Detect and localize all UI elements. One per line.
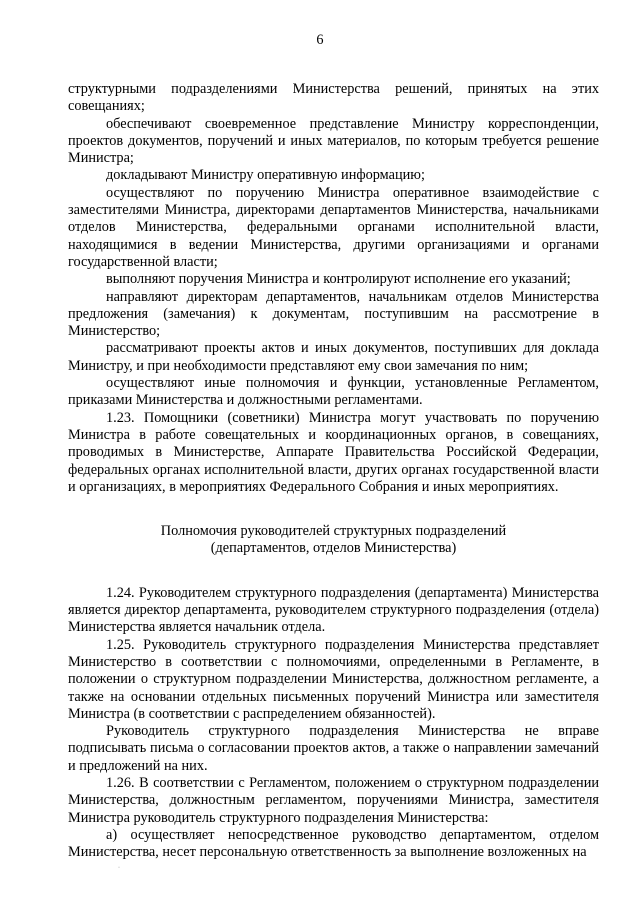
section-heading-line2: (департаментов, отделов Министерства) bbox=[210, 540, 457, 557]
paragraph: структурными подразделениями Министерства решений, принятых на этих совещаниях; bbox=[68, 81, 599, 115]
paragraph: выполняют поручения Министра и контролируют исполнение его указаний; bbox=[106, 271, 571, 288]
document-body bbox=[68, 81, 599, 861]
paragraph: Руководитель структурного подразделения Министерства не вправе подписывать письма о согласовании проектов актов, а также о направлении замечаний и предложений на них. bbox=[68, 723, 599, 774]
page-number: 6 bbox=[316, 32, 324, 48]
paragraph: 1.23. Помощники (советники) Министра могут участвовать по поручению Министра в работе совещательных и координационных органов, в совещаниях, проводимых в Министерстве, Аппарате Правительства Российской Федерации, федеральных органах исполнительной власти, других органах государственной власти и организациях, в мероприятиях Федерального Собрания и иных мероприятиях. bbox=[68, 409, 599, 495]
paragraph: рассматривают проекты актов и иных документов, поступивших для доклада Министру, и при необходимости представляют ему свои замечания по ним; bbox=[68, 340, 599, 374]
paragraph: 1.24. Руководителем структурного подразделения (департамента) Министерства является директор департамента, руководителем структурного подразделения (отдела) Министерства является начальник отдела. bbox=[68, 584, 599, 636]
paragraph: осуществляют иные полномочия и функции, установленные Регламентом, приказами Министерства и должностными регламентами. bbox=[68, 375, 599, 409]
paragraph: докладывают Министру оперативную информацию; bbox=[106, 167, 425, 184]
paragraph: 1.26. В соответствии с Регламентом, положением о структурном подразделении Министерства, должностным регламентом, поручениями Министра, заместителя Министра руководитель структурного подразделения Министерства: bbox=[68, 774, 599, 826]
paragraph: направляют директорам департаментов, начальникам отделов Министерства предложения (замечания) к документам, поступившим на рассмотрение в Министерство; bbox=[68, 288, 599, 340]
paragraph: а) осуществляет непосредственное руководство департаментом, отделом Министерства, несет персональную ответственность за выполнение возложенных на bbox=[68, 826, 599, 861]
section-heading-line1: Полномочия руководителей структурных подразделений bbox=[160, 523, 507, 540]
paragraph: обеспечивают своевременное представление Министру корреспонденции, проектов документов, поручений и иных материалов, по которым требуется решение Министра; bbox=[68, 115, 599, 167]
paragraph: осуществляют по поручению Министра оперативное взаимодействие с заместителями Министра, директорами департаментов Министерства, начальниками отделов Министерства, федеральными органами исполнительной власти, находящимися в ведении Министерства, другими организациями и органами государственной власти; bbox=[68, 184, 599, 270]
footer-mark: · bbox=[118, 865, 120, 871]
paragraph: 1.25. Руководитель структурного подразделения Министерства представляет Министерство в соответствии с полномочиями, определенными в Регламенте, в положении о структурном подразделении Министерства, должностном регламенте, а также на основании отдельных письменных поручений Министра или заместителя Министра (в соответствии с распределением обязанностей). bbox=[68, 636, 599, 722]
